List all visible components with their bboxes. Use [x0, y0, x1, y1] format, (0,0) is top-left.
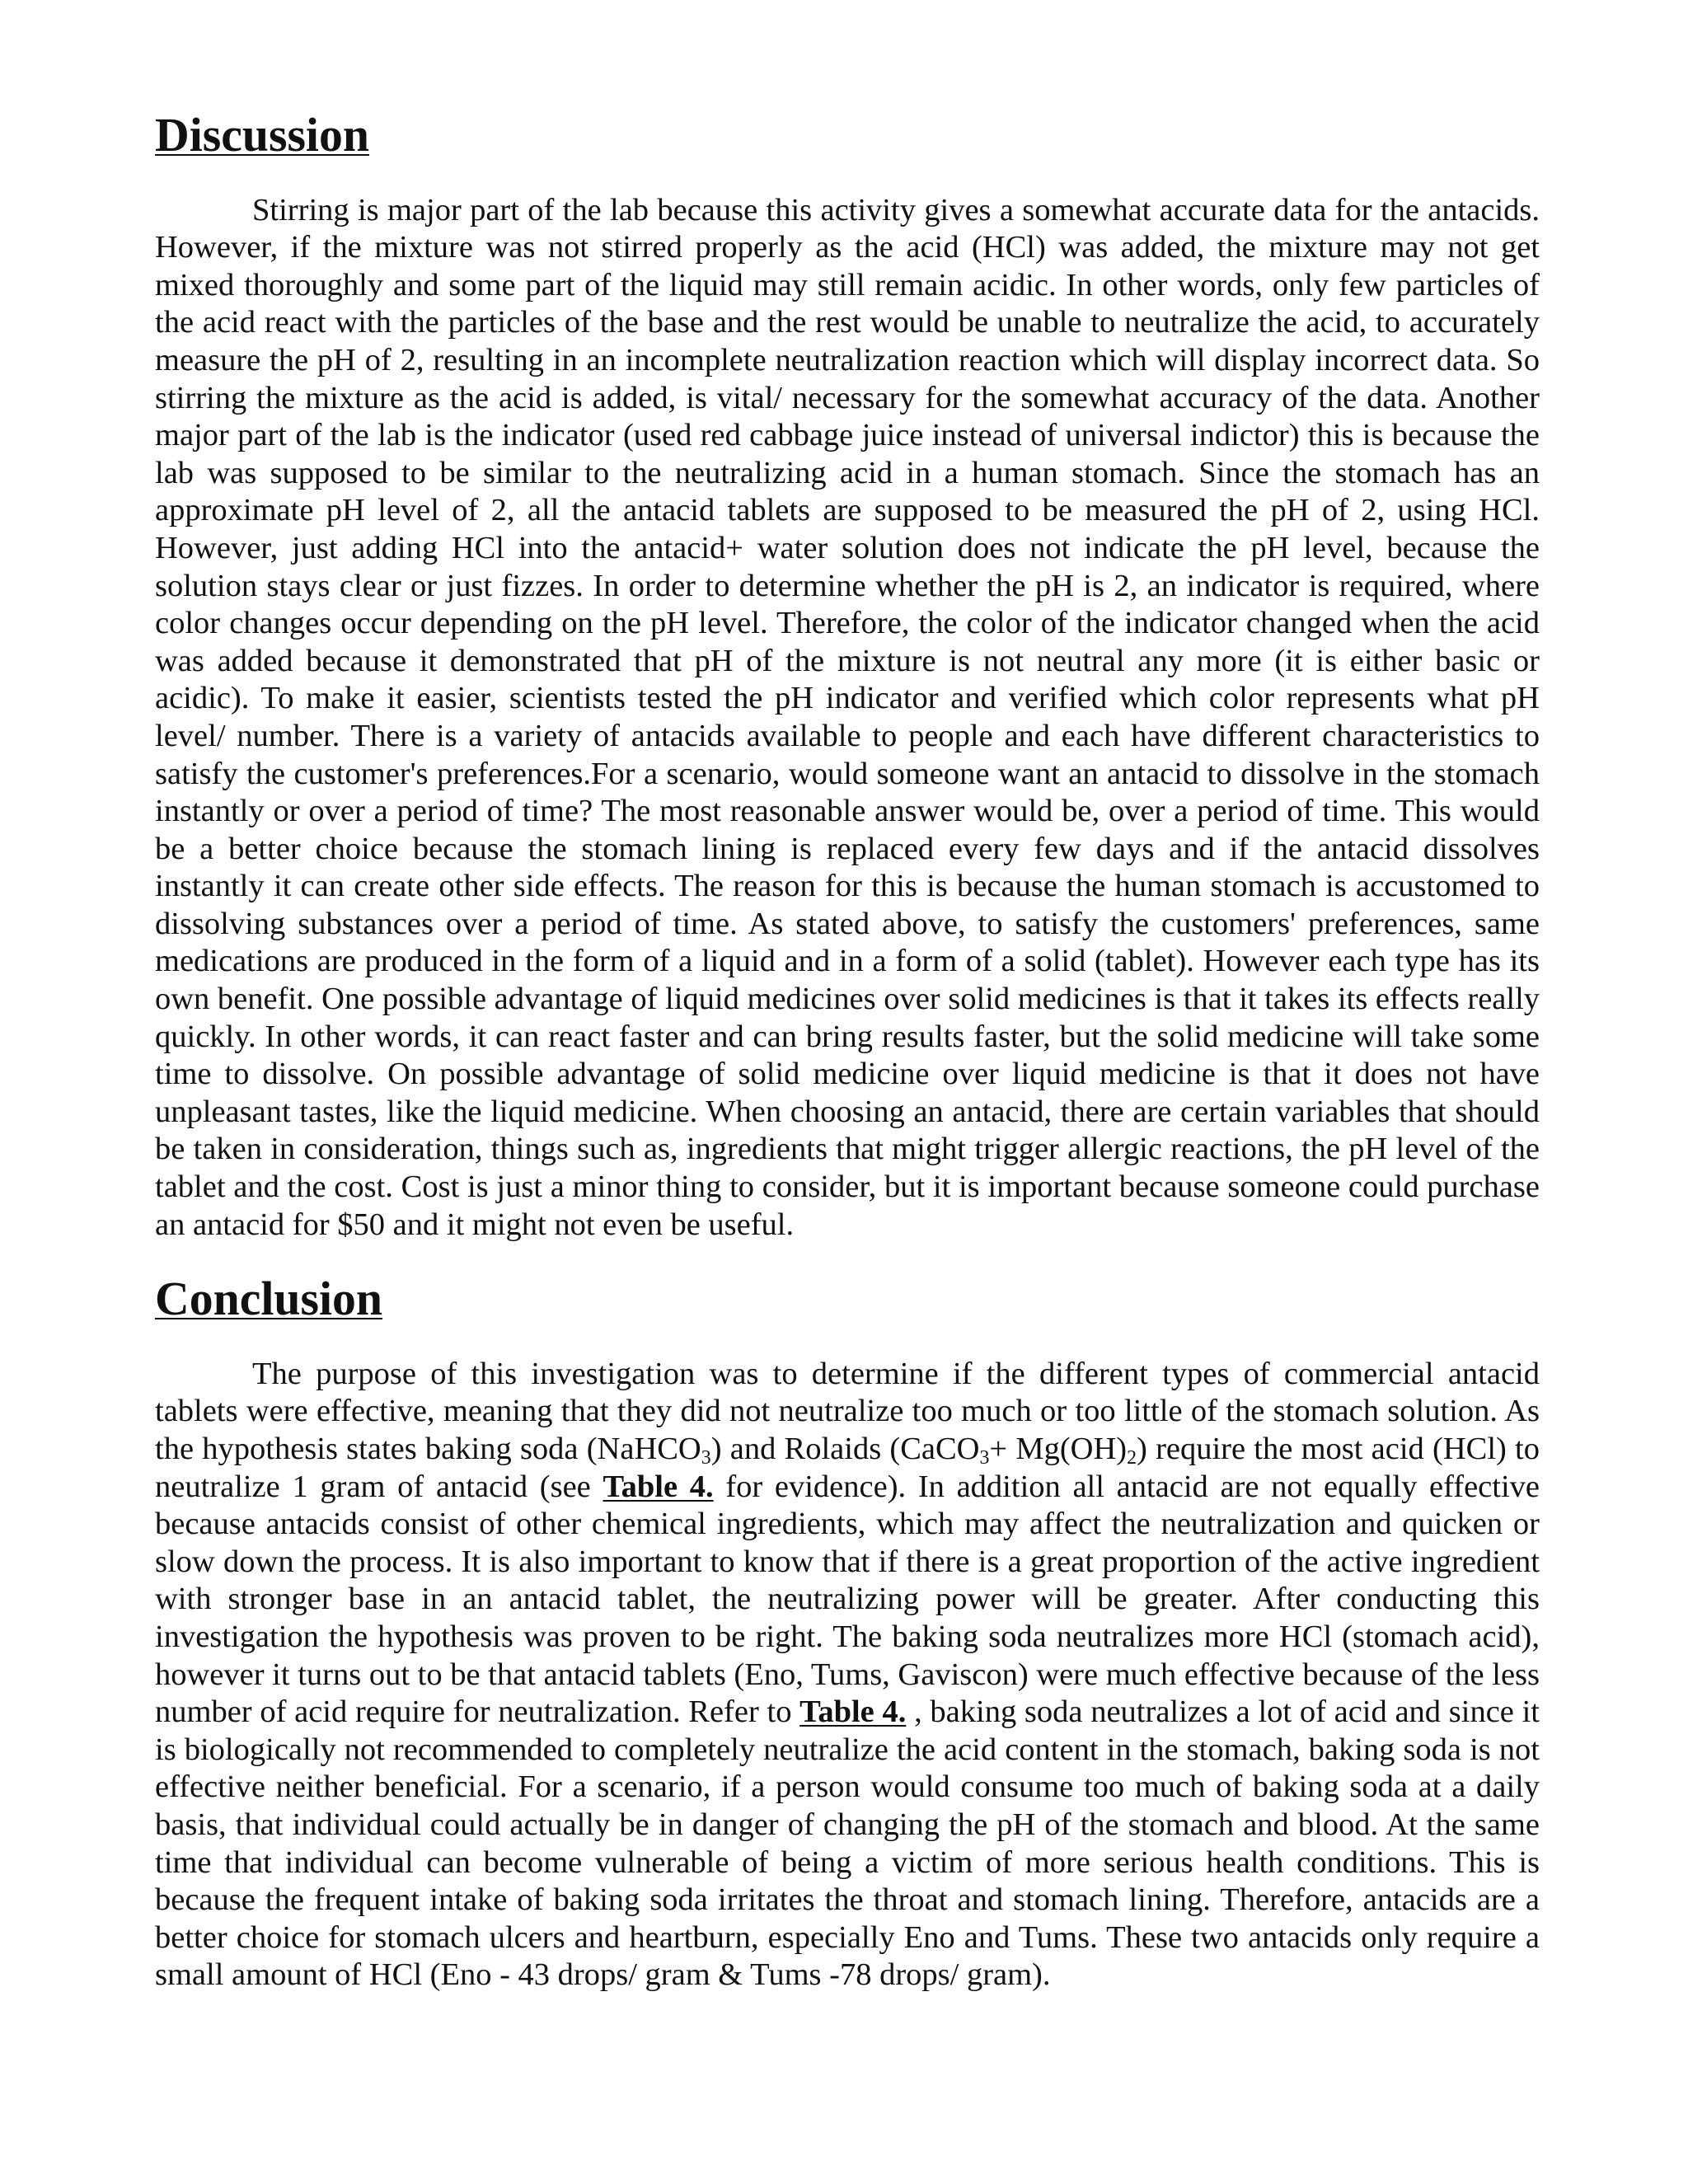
conclusion-heading: Conclusion	[155, 1273, 383, 1326]
conclusion-text-4: ) require the most acid (HCl) to neutralize 1 gram of antacid (see	[155, 1432, 1540, 1504]
conclusion-text-3: + Mg(OH)	[989, 1432, 1128, 1466]
subscript-2: 2	[1127, 1446, 1137, 1469]
discussion-paragraph: Stirring is major part of the lab because this activity gives a somewhat accurate data for the antacids. However, if the mixture was not stirred properly as the acid (HCl) was added, the mixture may not get mixed thoroughly and some part of the liquid may still remain acidic. In other words, only few particles of the acid react with the particles of the base and the rest would be unable to neutralize the acid, to accurately measure the pH of 2, resulting in an incomplete neutralization reaction which will display incorrect data. So stirring the mixture as the acid is added, is vital/ necessary for the somewhat accuracy of the data. Another major part of the lab is the indicator (used red cabbage juice instead of universal indictor) this is because the lab was supposed to be similar to the neutralizing acid in a human stomach. Since the stomach has an approximate pH level of 2, all the antacid tablets are supposed to be measured the pH of 2, using HCl. However, just adding HCl into the antacid+ water solution does not indicate the pH level, because the solution stays clear or just fizzes. In order to determine whether the pH is 2, an indicator is required, where color changes occur depending on the pH level. Therefore, the color of the indicator changed when the acid was added because it demonstrated that pH of the mixture is not neutral any more (it is either basic or acidic). To make it easier, scientists tested the pH indicator and verified which color represents what pH level/ number. There is a variety of antacids available to people and each have different characteristics to satisfy the customer's preferences.For a scenario, would someone want an antacid to dissolve in the stomach instantly or over a period of time? The most reasonable answer would be, over a period of time. This would be a better choice because the stomach lining is replaced every few days and if the antacid dissolves instantly it can create other side effects. The reason for this is because the human stomach is accustomed to dissolving substances over a period of time. As stated above, to satisfy the customers' preferences, same medications are produced in the form of a liquid and in a form of a solid (tablet). However each type has its own benefit. One possible advantage of liquid medicines over solid medicines is that it takes its effects really quickly. In other words, it can react faster and can bring results faster, but the solid medicine will take some time to dissolve. On possible advantage of solid medicine over liquid medicine is that it does not have unpleasant tastes, like the liquid medicine. When choosing an antacid, there are certain variables that should be taken in consideration, things such as, ingredients that might trigger allergic reactions, the pH level of the tablet and the cost. Cost is just a minor thing to consider, but it is important because someone could purchase an antacid for $50 and it might not even be useful.	[155, 192, 1540, 1242]
conclusion-text-6: , baking soda neutralizes a lot of acid and since it is biologically not recommended to completely neutralize the acid content in the stomach, baking soda is not effective neither beneficial. For a scenario, if a person would consume too much of baking soda at a daily basis, that individual could actually be in danger of changing the pH of the stomach and blood. At the same time that individual can become vulnerable of being a victim of more serious health conditions. This is because the frequent intake of baking soda irritates the throat and stomach lining. Therefore, antacids are a better choice for stomach ulcers and heartburn, especially Eno and Tums. These two antacids only require a small amount of HCl (Eno - 43 drops/ gram & Tums -78 drops/ gram).	[155, 1694, 1540, 1993]
document-page	[155, 107, 1540, 1994]
conclusion-text-5: for evidence). In addition all antacid are not equally effective because antacids consist of other chemical ingredients, which may affect the neutralization and quicken or slow down the process. It is also important to know that if there is a great proportion of the active ingredient with stronger base in an antacid tablet, the neutralizing power will be greater. After conducting this investigation the hypothesis was proven to be right. The baking soda neutralizes more HCl (stomach acid), however it turns out to be that antacid tablets (Eno, Tums, Gaviscon) were much effective because of the less number of acid require for neutralization. Refer to	[155, 1469, 1540, 1730]
subscript-3: 3	[979, 1446, 990, 1469]
subscript-3: 3	[701, 1446, 711, 1469]
table-reference: Table 4.	[603, 1469, 714, 1504]
discussion-heading: Discussion	[155, 110, 369, 162]
table-reference: Table 4.	[799, 1694, 907, 1730]
conclusion-text-1: The purpose of this investigation was to determine if the different types of commercial antacid tablets were effective, meaning that they did not neutralize too much or too little of the stomach solution. As the hypothesis states baking soda (NaHCO	[155, 1356, 1540, 1466]
conclusion-text-2: ) and Rolaids (CaCO	[710, 1432, 980, 1466]
conclusion-paragraph	[155, 1356, 1540, 1994]
